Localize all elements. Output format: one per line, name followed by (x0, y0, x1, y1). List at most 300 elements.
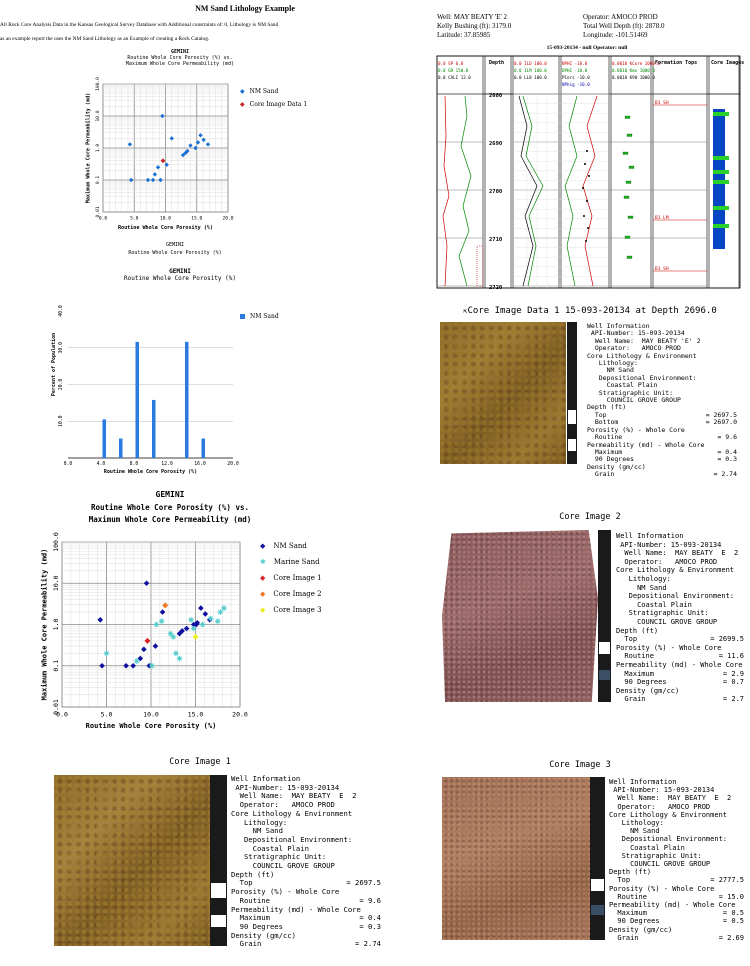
info-label: Bottom (587, 418, 619, 427)
info-label: Operator: AMOCO PROD (609, 802, 711, 811)
panel4-title: Core Image 3 (549, 760, 611, 770)
y-tick-label: 0.1 (52, 659, 60, 672)
x-tick-label: 0.0 (63, 462, 73, 467)
info-row (616, 609, 744, 618)
info-label: Well Name: MAY BEATY E 2 (616, 549, 739, 558)
info-label: Porosity (%) - Whole Core (587, 425, 685, 434)
latitude: Latitude: 37.85985 (437, 31, 491, 39)
operator: Operator: AMOCO PROD (583, 13, 658, 21)
info-label: NM Sand (616, 583, 667, 592)
info-value: = 0.5 (722, 917, 744, 926)
info-label: Stratigraphic Unit: (231, 852, 327, 862)
core-image-3-photo (442, 777, 590, 940)
histogram-bar (136, 342, 140, 458)
info-label: NM Sand (609, 827, 660, 836)
core-image-2-photo (442, 530, 598, 702)
star-icon: ✱ (260, 558, 266, 566)
y-tick-label: 30.0 (59, 341, 64, 354)
info-row (616, 635, 744, 644)
info-label: 90 Degrees (609, 917, 660, 926)
core-info-2 (616, 532, 744, 704)
info-row (609, 852, 744, 860)
info-label: Coastal Plain (616, 600, 692, 609)
core-porosity-point (583, 215, 585, 217)
info-label: Density (gm/cc) (231, 930, 296, 940)
depth-column-header: Depth (489, 60, 505, 66)
y-tick-label: 1.0 (52, 618, 60, 631)
y-axis-label: Maximum Whole Core Permeability (md) (40, 548, 49, 701)
info-label: Routine (616, 652, 654, 661)
info-row (609, 893, 744, 901)
square-icon (240, 314, 245, 319)
depth-label: 2690 (489, 141, 503, 147)
x-tick-label: 16.0 (194, 462, 206, 467)
info-row (616, 575, 744, 584)
chart2-title: GEMINI (169, 268, 191, 275)
chart1-below-subtitle: Routine Whole Core Porosity (%) (128, 250, 222, 256)
diamond-icon: ◆ (260, 542, 266, 550)
info-label: Permeability (md) - Whole Core (609, 901, 736, 910)
y-tick-label: 10.0 (96, 110, 101, 122)
info-label: Grain (231, 939, 262, 949)
info-label: Grain (587, 470, 615, 479)
x-axis-label: Routine Whole Core Porosity (%) (117, 225, 214, 232)
info-label: Stratigraphic Unit: (616, 609, 709, 618)
chart3-header (60, 490, 280, 524)
info-label: API-Number: 15-093-20134 (231, 782, 340, 792)
info-row (616, 644, 744, 653)
core-image-marker (713, 170, 729, 174)
core-image-marker (713, 180, 729, 184)
diamond-icon: ◆ (240, 101, 245, 108)
core-porosity-point (588, 175, 590, 177)
info-value: = 2777.5 (710, 876, 744, 885)
info-label: Maximum (231, 913, 270, 923)
chart1-title: GEMINI (170, 49, 190, 55)
info-label: Depth (ft) (587, 403, 627, 412)
marine-sand-point (104, 651, 110, 657)
core-perm-marker (627, 256, 632, 259)
y-tick-label: 0.01 (52, 699, 60, 715)
info-row (616, 541, 744, 550)
info-label: Coastal Plain (231, 843, 309, 853)
y-tick-label: 0.1 (96, 175, 101, 185)
diamond-icon: ◆ (260, 574, 266, 582)
x-tick-label: 10.0 (143, 710, 159, 719)
info-label: Well Name: MAY BEATY E 2 (231, 791, 357, 801)
kelly-bushing: Kelly Bushing (ft): 3179.0 (437, 22, 512, 30)
chart3-legend (260, 542, 322, 614)
info-row (609, 917, 744, 925)
info-row (616, 652, 744, 661)
info-row (616, 618, 744, 627)
top-label: B1 SH (655, 267, 669, 272)
info-label: Routine (587, 433, 623, 442)
marine-sand-point (221, 605, 227, 611)
x-tick-label: 15.0 (187, 710, 204, 719)
info-label: Lithology: (616, 574, 671, 583)
info-label: Routine (231, 895, 270, 905)
marine-sand-point (173, 651, 179, 657)
info-row (616, 601, 744, 610)
x-tick-label: 15.0 (191, 216, 203, 222)
info-label: Well Name: MAY BEATY 'E' 2 (587, 336, 701, 345)
scale-bar (210, 775, 227, 946)
marine-sand-point (159, 618, 165, 624)
info-label: Stratigraphic Unit: (609, 851, 702, 860)
core-perm-marker (624, 196, 629, 199)
core-image-1-photo (440, 322, 566, 464)
info-value: = 2.74 (713, 470, 737, 479)
core-porosity-point (586, 200, 588, 202)
info-row (609, 868, 744, 876)
x-tick-label: 5.0 (130, 216, 139, 222)
info-label: Maximum (616, 669, 654, 678)
total-depth: Total Well Depth (ft): 2878.0 (583, 22, 665, 30)
y-tick-label: 10.0 (52, 575, 60, 592)
core-info-4 (609, 778, 744, 942)
info-row (616, 592, 744, 601)
legend-item-nm-sand: ◆ NM Sand (260, 542, 307, 550)
depth-label: 2700 (489, 189, 503, 195)
y-axis-label: Percent of Population (51, 332, 57, 397)
info-value: = 0.3 (359, 921, 381, 931)
info-label: API-Number: 15-093-20134 (609, 786, 715, 795)
info-label: Lithology: (587, 359, 638, 368)
info-label: Top (616, 635, 638, 644)
diamond-icon: ◆ (260, 590, 266, 598)
marine-sand-point (154, 622, 160, 628)
info-row (616, 558, 744, 567)
info-row (609, 827, 744, 835)
info-value: = 2.7 (722, 695, 744, 704)
info-label: Top (231, 878, 253, 888)
core-perm-marker (627, 134, 632, 137)
info-value: = 0.7 (722, 678, 744, 687)
legend-item-core-image-2: ◆ Core Image 2 (260, 590, 322, 598)
legend-item-core-image-3: ◆ Core Image 3 (260, 606, 322, 614)
info-label: Depositional Environment: (587, 373, 697, 382)
histogram-bar (152, 400, 156, 458)
longitude: Longitude: -101.51469 (583, 31, 648, 39)
core-info-3 (231, 775, 381, 949)
info-label: Maximum (587, 447, 623, 456)
info-row (609, 844, 744, 852)
info-label: Depth (ft) (616, 626, 659, 635)
y-tick-label: 100.0 (96, 77, 101, 91)
info-label: Top (609, 876, 631, 885)
info-row (609, 811, 744, 819)
info-row (616, 549, 744, 558)
info-label: Grain (616, 695, 646, 704)
info-row (609, 819, 744, 827)
info-label: Well Information (609, 778, 677, 786)
track-header-label: 0.0 LL8 100.0 (514, 75, 547, 80)
info-label: Lithology: (609, 819, 664, 828)
panel2-title: Core Image 2 (559, 512, 621, 522)
x-axis-label: Routine Whole Core Porosity (%) (85, 722, 217, 730)
info-value: = 0.4 (359, 913, 381, 923)
info-value: = 2697.5 (705, 410, 737, 419)
info-value: = 9.6 (717, 433, 737, 442)
info-label: Depth (ft) (609, 868, 652, 877)
core-porosity-point (582, 187, 584, 189)
track-header-label: 0.0 CALI 12.0 (438, 75, 471, 80)
info-value: = 2.69 (718, 933, 744, 942)
track-header-label: DPHI -10.0 (562, 68, 588, 73)
chart1-legend (240, 88, 307, 108)
info-value: = 0.4 (717, 447, 737, 456)
chart3-title: GEMINI (155, 490, 185, 499)
chart1-below-title: GEMINI (165, 242, 185, 248)
track-header-label: 0.0010 K90 1000.0 (612, 75, 655, 80)
core-image-marker (713, 224, 729, 228)
track-header-label: NPHI -10.0 (562, 61, 588, 66)
histogram-bar (103, 419, 107, 458)
info-value: = 0.5 (722, 909, 744, 918)
x-axis-label: Routine Whole Core Porosity (%) (103, 469, 198, 475)
info-label: Routine (609, 892, 647, 901)
info-label: Well Information (231, 774, 301, 783)
log-subtitle: 15-093-20134 - null Operator: null (546, 45, 628, 51)
info-value: = 2699.5 (710, 635, 744, 644)
info-label: Coastal Plain (587, 381, 658, 390)
core-perm-marker (628, 216, 633, 219)
y-tick-label: 10.0 (59, 415, 64, 428)
info-row (609, 876, 744, 884)
info-label: Well Name: MAY BEATY E 2 (609, 794, 732, 803)
info-label: 90 Degrees (616, 678, 667, 687)
info-row (616, 687, 744, 696)
info-label: Maximum (609, 909, 647, 918)
track-header-label: 0.0010 Kmx 1000.0 (612, 68, 655, 73)
info-row (616, 627, 744, 636)
chart2-subtitle: Routine Whole Core Porosity (%) (124, 275, 236, 282)
y-tick-label: 40.0 (59, 305, 64, 317)
info-label: Permeability (md) - Whole Core (231, 904, 361, 914)
core-porosity-point (584, 163, 586, 165)
x-tick-label: 8.0 (129, 462, 139, 467)
info-row (231, 940, 381, 949)
info-label: Depositional Environment: (609, 835, 728, 844)
info-label: COUNCIL GROVE GROUP (231, 861, 335, 871)
chart1-subtitle2: Maximum Whole Core Permeability (md) (125, 61, 235, 67)
marine-sand-point (215, 618, 221, 624)
intro-line-1: All Rock Core Analysis Data in the Kansas Geological Survey Database with Additional constraints of: 0, Lithology is NM Sand (0, 22, 279, 28)
info-value: = 11.6 (718, 652, 744, 661)
tops-column-header: Formation Tops (655, 60, 698, 66)
info-value: = 0.3 (717, 455, 737, 464)
core-perm-marker (629, 166, 634, 169)
info-label: API-Number: 15-093-20134 (616, 540, 722, 549)
diamond-icon: ◆ (240, 88, 245, 95)
x-tick-label: 12.0 (161, 462, 173, 467)
info-label: Operator: AMOCO PROD (231, 800, 335, 810)
info-label: Porosity (%) - Whole Core (616, 643, 722, 652)
depth-label: 2680 (489, 93, 503, 99)
legend-item-nm-sand: NM Sand (240, 313, 279, 320)
diamond-icon: ◆ (260, 606, 266, 614)
track-header-label: 0.0 ILM 100.0 (514, 68, 547, 73)
scale-bar (567, 322, 577, 464)
info-row (616, 695, 744, 704)
marine-sand-point (200, 622, 206, 628)
x-tick-label: 20.0 (232, 710, 248, 719)
info-row (616, 678, 744, 687)
scale-bar (590, 777, 605, 940)
info-label: Density (gm/cc) (587, 462, 646, 471)
core-perm-marker (623, 152, 628, 155)
info-row (609, 794, 744, 802)
x-tick-label: 10.0 (159, 216, 172, 222)
core-perm-marker (625, 236, 630, 239)
info-label: Top (587, 410, 607, 419)
info-label: API-Number: 15-093-20134 (587, 329, 685, 338)
info-label: Density (gm/cc) (609, 925, 673, 934)
info-row (616, 532, 744, 541)
histogram-bar (185, 342, 189, 458)
legend-item-core-image-1: ◆ Core Image 1 (260, 574, 322, 582)
top-label: B1 LM (655, 216, 669, 221)
chart1-subtitle1: Routine Whole Core Porosity (%) vs. (127, 55, 233, 61)
legend-item-nm-sand: ◆ NM Sand (240, 88, 279, 95)
chart1-header (90, 49, 270, 67)
chart3-scatter (0, 532, 250, 747)
track-header-label: 0.0 GR 150.0 (438, 68, 469, 73)
info-label: Depth (ft) (231, 869, 275, 879)
depth-label: 2710 (489, 237, 503, 243)
info-row (609, 926, 744, 934)
info-row (609, 786, 744, 794)
core-perm-marker (626, 181, 631, 184)
info-label: Operator: AMOCO PROD (587, 344, 681, 353)
y-tick-label: 20.0 (59, 378, 64, 391)
core-image-marker (713, 156, 729, 160)
info-label: Depositional Environment: (616, 592, 735, 601)
info-label: Stratigraphic Unit: (587, 388, 674, 397)
core-perm-marker (625, 116, 630, 119)
x-tick-label: 20.0 (227, 462, 239, 467)
info-label: COUNCIL GROVE GROUP (587, 396, 681, 405)
info-row (616, 670, 744, 679)
core-image-marker (713, 206, 729, 210)
track-header-label: PCors -10.0 (562, 75, 590, 80)
chart2-legend (240, 313, 279, 320)
info-row (616, 584, 744, 593)
info-label: Well Information (587, 322, 650, 330)
info-label: Coastal Plain (609, 843, 685, 852)
info-row (609, 885, 744, 893)
core-images-column-header: Core Images (711, 60, 745, 66)
info-label: Permeability (md) - Whole Core (616, 660, 743, 669)
info-value: = 9.6 (359, 895, 381, 905)
track-header-label: 0.0 SP 0.0 (438, 61, 464, 66)
info-label: Permeability (md) - Whole Core (587, 440, 705, 449)
info-label: Operator: AMOCO PROD (616, 557, 718, 566)
x-tick-label: 0.0 (56, 710, 68, 719)
y-axis-label: Maximum Whole Core Permeability (md) (85, 92, 92, 204)
chart3-subtitle2: Maximum Whole Core Permeability (md) (88, 515, 252, 524)
info-value: = 2697.0 (705, 418, 737, 427)
info-label: NM Sand (231, 826, 283, 836)
info-value: = 2.9 (722, 669, 744, 678)
info-label: Depositional Environment: (231, 834, 353, 844)
intro-line-2: as an example report the uses the NM Sand Lithology as an Example of creating a Rock Catalog. (0, 36, 210, 42)
info-label: COUNCIL GROVE GROUP (616, 617, 718, 626)
panel1-title: ⇱Core Image Data 1 15-093-20134 at Depth 2696.0 (463, 306, 717, 316)
info-label: Density (gm/cc) (616, 686, 680, 695)
chart2-header (90, 268, 270, 282)
info-value: = 2697.5 (346, 878, 381, 888)
y-tick-label: 100.0 (52, 532, 60, 552)
chart2-histogram (50, 305, 240, 480)
info-row (616, 566, 744, 575)
info-label: Well Information (616, 532, 684, 540)
info-label: Core Lithology & Environment (609, 810, 728, 819)
y-tick-label: 1.0 (96, 143, 101, 153)
chart3-subtitle1: Routine Whole Core Porosity (%) vs. (90, 503, 250, 512)
info-label: Porosity (%) - Whole Core (231, 887, 340, 897)
info-label: COUNCIL GROVE GROUP (609, 860, 711, 869)
x-tick-label: 0.0 (98, 216, 108, 222)
track-header-label: NPhig -10.0 (562, 82, 590, 87)
top-label: B1 SH (655, 101, 669, 106)
info-value: = 15.0 (718, 892, 744, 901)
info-row (609, 934, 744, 942)
marine-sand-point (149, 663, 155, 669)
info-label: NM Sand (587, 366, 634, 375)
x-tick-label: 5.0 (100, 710, 113, 719)
info-label: Core Lithology & Environment (616, 566, 735, 575)
chart1-scatter (75, 78, 245, 238)
info-row (616, 661, 744, 670)
info-row (609, 778, 744, 786)
info-label: Porosity (%) - Whole Core (609, 884, 715, 893)
panel3-title: Core Image 1 (169, 757, 231, 767)
info-row (609, 901, 744, 909)
marine-sand-point (134, 658, 140, 664)
histogram-bar (119, 439, 123, 458)
legend-item-core-image-data-1: ◆ Core Image Data 1 (240, 101, 308, 108)
info-label: 90 Degrees (231, 921, 283, 931)
info-label: Lithology: (231, 817, 288, 827)
well-log-display (437, 56, 745, 291)
core-image-1-full-photo (54, 775, 210, 946)
info-row (609, 803, 744, 811)
core-image-marker (713, 112, 729, 116)
info-value: = 2.74 (355, 939, 381, 949)
track-header-label: 0.0 ILD 100.0 (514, 61, 547, 66)
legend-item-marine-sand: ✱ Marine Sand (260, 558, 320, 566)
info-label: 90 Degrees (587, 455, 634, 464)
x-tick-label: 20.0 (222, 216, 234, 222)
well-name: Well: MAY BEATY 'E' 2 (437, 13, 508, 21)
scale-bar (598, 530, 611, 702)
track-header-label: 0.0010 KCore 1000.0 (612, 61, 660, 66)
core-porosity-point (586, 150, 588, 152)
y-tick-label: 0.01 (96, 206, 101, 218)
info-row (609, 835, 744, 843)
info-row (609, 860, 744, 868)
histogram-bar (202, 439, 206, 458)
depth-label: 2720 (489, 285, 503, 291)
core-porosity-point (587, 227, 589, 229)
core-info-1 (587, 323, 737, 479)
info-row (587, 471, 737, 478)
info-row (609, 909, 744, 917)
info-label: Core Lithology & Environment (231, 808, 353, 818)
page-title: NM Sand Lithology Example (195, 4, 295, 13)
